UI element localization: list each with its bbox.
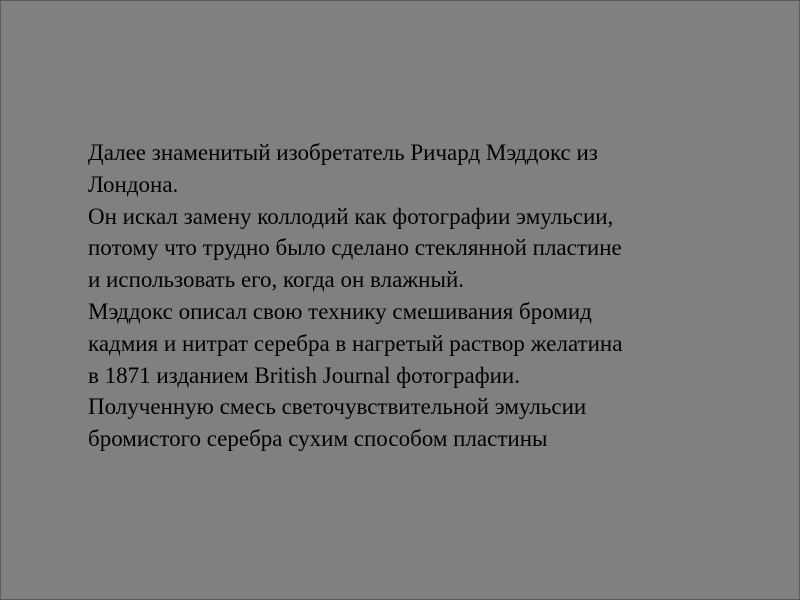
text-line: Он искал замену коллодий как фотографии эмульсии, xyxy=(88,203,614,229)
text-line: бромистого серебра сухим способом пластины xyxy=(88,426,548,452)
text-line: Лондона. xyxy=(88,171,179,197)
text-line: и использовать его, когда он влажный. xyxy=(88,267,464,293)
text-line: Полученную смесь светочувствительной эмульсии xyxy=(88,394,587,420)
text-line: потому что трудно было сделано стеклянной пластине xyxy=(88,235,622,261)
slide-body-text xyxy=(88,137,728,455)
text-line: Далее знаменитый изобретатель Ричард Мэддокс из xyxy=(88,140,598,165)
text-line: кадмия и нитрат серебра в нагретый раствор желатина xyxy=(88,330,623,356)
text-line: Мэддокс описал свою технику смешивания бромид xyxy=(88,298,592,324)
text-line: в 1871 изданием British Journal фотографии. xyxy=(88,362,520,388)
